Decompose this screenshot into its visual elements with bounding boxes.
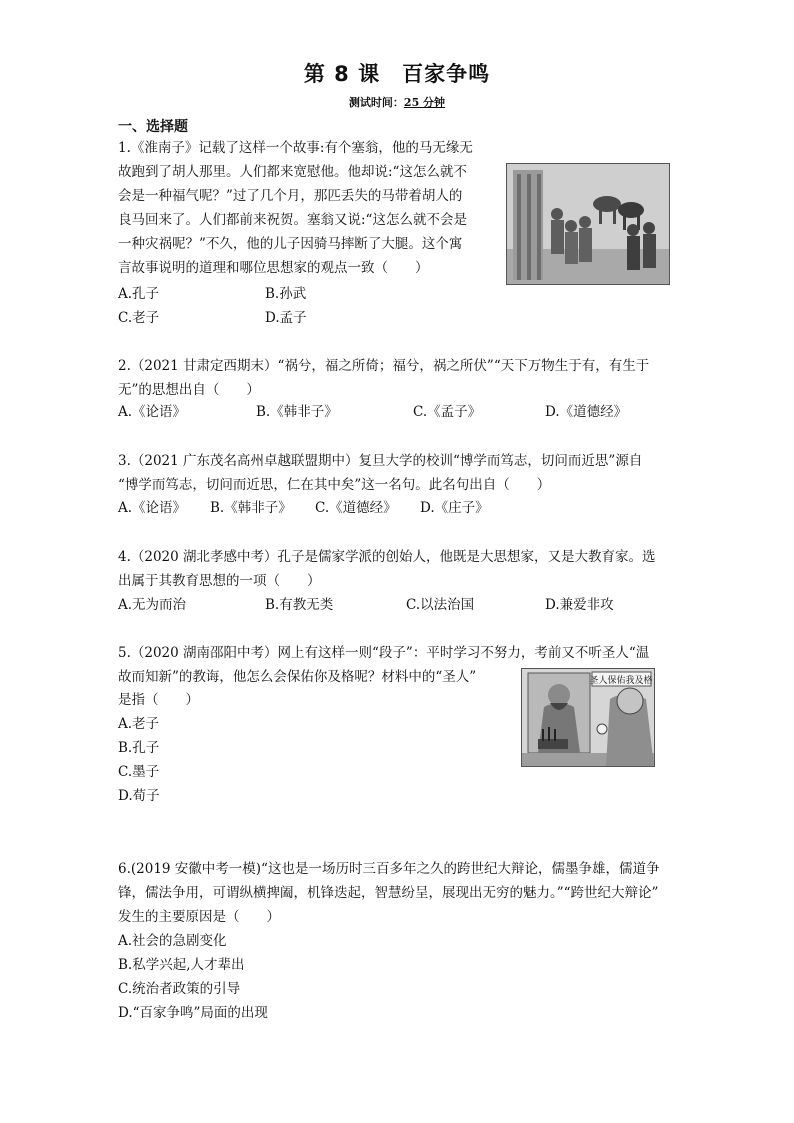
question-text-line: 会是一种福气呢？”过了几个月，那匹丢失的马带着胡人的 [118, 188, 463, 204]
question-text-line: “博学而笃志，切问而近思，仁在其中矣”这一名句。此名句出自（ ） [118, 477, 551, 493]
option-b: B.私学兴起,人才辈出 [118, 957, 245, 973]
question-text-line: 6.(2019 安徽中考一模)“这也是一场历时三百多年之久的跨世纪大辩论，儒墨争雄，儒道争 [118, 861, 660, 877]
question-text-line: 4.（2020 湖北孝感中考）孔子是儒家学派的创始人，他既是大思想家，又是大教育家。选 [118, 549, 656, 565]
question-text-line: 言故事说明的道理和哪位思想家的观点一致（ ） [118, 260, 429, 276]
option-c: C.以法治国 [406, 597, 475, 613]
option-d: D.荀子 [118, 788, 160, 804]
option-a: A.孔子 [118, 286, 160, 302]
option-a: A.社会的急剧变化 [118, 933, 227, 949]
option-c: C.老子 [118, 310, 160, 326]
question-text-line: 良马回来了。人们都前来祝贺。塞翁又说:“这怎么就不会是 [118, 212, 467, 228]
option-b: B.孙武 [265, 286, 307, 302]
question-text-line: 2.（2021 甘肃定西期末）“祸兮，福之所倚；福兮，祸之所伏”“天下万物生于有，有生于 [118, 358, 650, 374]
test-time [0, 94, 794, 110]
option-d: D.《道德经》 [545, 404, 628, 420]
option-a: A.《论语》 [118, 404, 187, 420]
option-a: A.老子 [118, 716, 160, 732]
option-b: B.有教无类 [265, 597, 334, 613]
option-a: A.无为而治 [118, 597, 187, 613]
option-d: D.孟子 [265, 310, 307, 326]
option-b: B.《韩非子》 [210, 500, 292, 516]
option-b: B.《韩非子》 [256, 404, 338, 420]
option-d: D.《庄子》 [420, 500, 489, 516]
option-c: C.《孟子》 [413, 404, 482, 420]
question-text-line: 5.（2020 湖南邵阳中考）网上有这样一则“段子”：平时学习不努力，考前又不听圣人“温 [118, 645, 650, 661]
test-time-value: 25 分钟 [403, 96, 446, 109]
option-d: D.“百家争鸣”局面的出现 [118, 1005, 268, 1021]
option-c: C.墨子 [118, 764, 160, 780]
option-d: D.兼爱非攻 [545, 597, 614, 613]
question-text-line: 3.（2021 广东茂名高州卓越联盟期中）复旦大学的校训“博学而笃志，切问而近思”源自 [118, 453, 643, 469]
question-text-line: 出属于其教育思想的一项（ ） [118, 573, 321, 589]
confucius-cartoon [521, 668, 655, 767]
section-title: 一、选择题 [118, 119, 188, 135]
question-text-line: 一种灾祸呢？”不久，他的儿子因骑马摔断了大腿。这个寓 [118, 236, 463, 252]
option-c: C.统治者政策的引导 [118, 981, 241, 997]
question-text-line: 无”的思想出自（ ） [118, 382, 260, 398]
question-text-line: 故跑到了胡人那里。人们都来宽慰他。他却说:“这怎么就不 [118, 164, 467, 180]
option-c: C.《道德经》 [315, 500, 397, 516]
question-text-line: 故而知新”的教诲，他怎么会保佑你及格呢？材料中的“圣人” [118, 669, 477, 685]
question-text-line: 锋，儒法争用，可谓纵横捭阖，机锋迭起，智慧纷呈，展现出无穷的魅力。”“跨世纪大辩论” [118, 885, 659, 901]
option-a: A.《论语》 [118, 500, 187, 516]
speech-bubble-text: 圣人保佑我及格 [589, 676, 653, 686]
sai-weng-illustration [506, 163, 670, 285]
option-b: B.孔子 [118, 740, 160, 756]
page-title: 第 8 课 百家争鸣 [303, 62, 491, 86]
question-text-line: 发生的主要原因是（ ） [118, 909, 280, 925]
test-time-label: 测试时间： [348, 96, 404, 109]
question-text-line: 1.《淮南子》记载了这样一个故事:有个塞翁，他的马无缘无 [118, 140, 473, 156]
question-text-line: 是指（ ） [118, 692, 199, 708]
